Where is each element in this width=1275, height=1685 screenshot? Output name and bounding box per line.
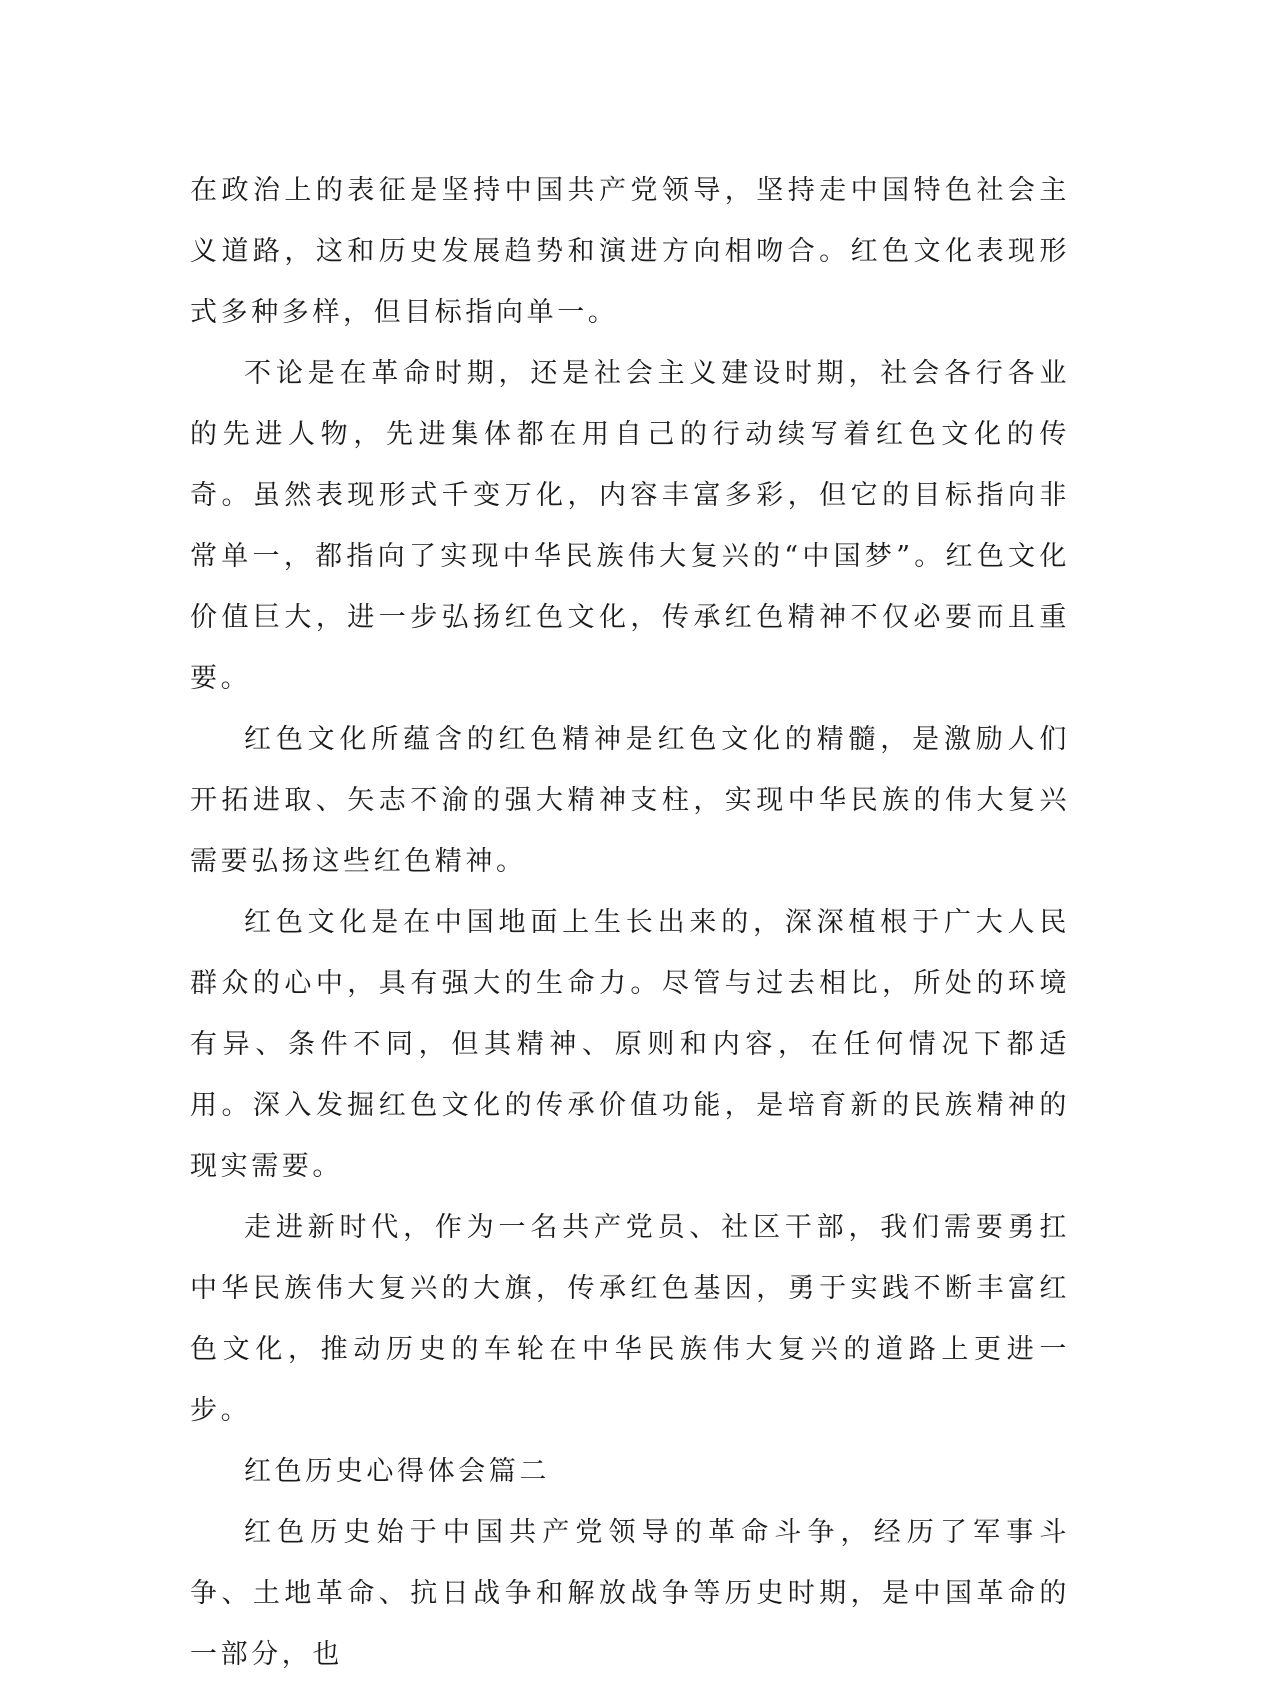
paragraph: 走进新时代，作为一名共产党员、社区干部，我们需要勇扛中华民族伟大复兴的大旗，传承红色基因，勇于实践不断丰富红色文化，推动历史的车轮在中华民族伟大复兴的道路上更进一步。 — [190, 1212, 1070, 1426]
paragraph: 红色历史始于中国共产党领导的革命斗争，经历了军事斗争、土地革命、抗日战争和解放战争等历史时期，是中国革命的一部分，也 — [190, 1517, 1070, 1670]
paragraph: 红色文化所蕴含的红色精神是红色文化的精髓，是激励人们开拓进取、矢志不渝的强大精神支柱，实现中华民族的伟大复兴需要弘扬这些红色精神。 — [190, 724, 1070, 877]
section-heading: 红色历史心得体会篇二 — [244, 1456, 550, 1487]
paragraph: 不论是在革命时期，还是社会主义建设时期，社会各行各业的先进人物，先进集体都在用自己的行动续写着红色文化的传奇。虽然表现形式千变万化，内容丰富多彩，但它的目标指向非常单一，都指向了实现中华民族伟大复兴的“中国梦”。红色文化价值巨大，进一步弘扬红色文化，传承红色精神不仅必要而且重要。 — [190, 358, 1070, 694]
paragraph: 红色文化是在中国地面上生长出来的，深深植根于广大人民群众的心中，具有强大的生命力。尽管与过去相比，所处的环境有异、条件不同，但其精神、原则和内容，在任何情况下都适用。深入发掘红色文化的传承价值功能，是培育新的民族精神的现实需要。 — [190, 907, 1070, 1182]
paragraph-continuation: 在政治上的表征是坚持中国共产党领导，坚持走中国特色社会主义道路，这和历史发展趋势和演进方向相吻合。红色文化表现形式多种多样，但目标指向单一。 — [190, 175, 1070, 328]
document-body — [190, 160, 1070, 1685]
